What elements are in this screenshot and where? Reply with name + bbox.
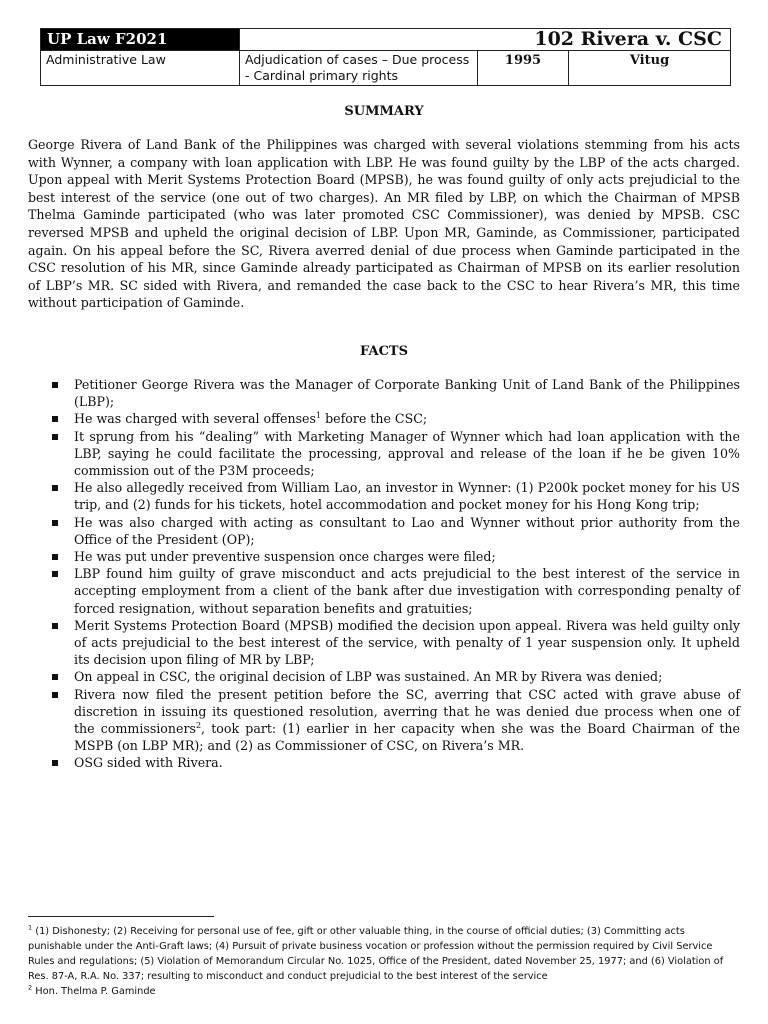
square-bullet-icon xyxy=(52,554,58,560)
square-bullet-icon xyxy=(52,674,58,680)
square-bullet-icon xyxy=(52,692,58,698)
footnotes xyxy=(28,924,740,999)
ponente-cell: Vitug xyxy=(569,51,731,86)
subject-cell: Administrative Law xyxy=(41,51,240,86)
fact-item: OSG sided with Rivera. xyxy=(52,754,740,771)
case-title: 102 Rivera v. CSC xyxy=(240,29,731,51)
fact-item: Merit Systems Protection Board (MPSB) modified the decision upon appeal. Rivera was held guilty only of acts prejudicial to the best interest of the service, with penalty of 1 year suspension only. It upheld its decision upon filing of MR by LBP; xyxy=(52,617,740,669)
course-label: UP Law F2021 xyxy=(41,29,240,51)
year-cell: 1995 xyxy=(478,51,569,86)
fact-item: On appeal in CSC, the original decision of LBP was sustained. An MR by Rivera was denied; xyxy=(52,668,740,685)
facts-list xyxy=(52,376,740,772)
fact-item: It sprung from his “dealing” with Marketing Manager of Wynner which had loan application with the LBP, saying he could facilitate the processing, approval and release of the loan if he be given 10% commission out of the P3M proceeds; xyxy=(52,428,740,480)
fact-item: He was put under preventive suspension once charges were filed; xyxy=(52,548,740,565)
summary-paragraph: George Rivera of Land Bank of the Philippines was charged with several violations stemming from his acts with Wynner, a company with loan application with LBP. He was found guilty by the LBP of the acts charged. Upon appeal with Merit Systems Protection Board (MPSB), he was found guilty of only acts prejudicial to the best interest of the service (one out of two charges). An MR filed by LBP, on which the Chairman of MPSB Thelma Gaminde participated (who was later promoted CSC Commissioner), was denied by MPSB. CSC reversed MPSB and upheld the original decision of LBP. Upon MR, Gaminde, as Commissioner, participated again. On his appeal before the SC, Rivera averred denial of due process when Gaminde participated in the CSC resolution of his MR, since Gaminde already participated as Chairman of MPSB on its earlier resolution of LBP’s MR. SC sided with Rivera, and remanded the case back to the CSC to hear Rivera’s MR, this time without participation of Gaminde. xyxy=(28,137,740,311)
fact-item: He also allegedly received from William Lao, an investor in Wynner: (1) P200k pocket money for his US trip, and (2) funds for his tickets, hotel accommodation and pocket money for his Hong Kong trip; xyxy=(52,479,740,513)
square-bullet-icon xyxy=(52,416,58,422)
square-bullet-icon xyxy=(52,760,58,766)
fact-item: Rivera now filed the present petition before the SC, averring that CSC acted with grave abuse of discretion in issuing its questioned resolution, averring that he was denied due process when one of the commissioners$^2$, took part: (1) earlier in her capacity when she was the Board Chairman of the MSPB (on LBP MR); and (2) as Commissioner of CSC, on Rivera’s MR. xyxy=(52,686,740,755)
summary-heading: SUMMARY xyxy=(344,104,424,119)
topic-cell: Adjudication of cases – Due process - Cardinal primary rights xyxy=(240,51,478,86)
fact-item: He was also charged with acting as consultant to Lao and Wynner without prior authority from the Office of the President (OP); xyxy=(52,514,740,548)
footnote-2: $^2$ Hon. Thelma P. Gaminde xyxy=(28,983,156,997)
fact-item: He was charged with several offenses$^1$ before the CSC; xyxy=(52,410,740,427)
square-bullet-icon xyxy=(52,520,58,526)
footnote-ref-1[interactable]: 1 xyxy=(315,411,322,421)
footnote-1: $^1$ (1) Dishonesty; (2) Receiving for personal use of fee, gift or other valuable thing, in the course of official duties; (3) Committing acts punishable under the Anti-Graft laws; (4) Pursuit of private business vocation or profession without the permission required by Civil Service Rules and regulations; (5) Violation of Memorandum Circular No. 1025, Office of the President, dated November 25, 1977; and (6) Violation of Res. 87-A, R.A. No. 337; resulting to misconduct and conduct prejudicial to the best interest of the service xyxy=(28,923,724,982)
square-bullet-icon xyxy=(52,571,58,577)
facts-heading: FACTS xyxy=(360,344,408,359)
square-bullet-icon xyxy=(52,434,58,440)
case-header-table xyxy=(40,28,731,86)
fact-item: LBP found him guilty of grave misconduct and acts prejudicial to the best interest of the service in accepting employment from a client of the bank after due investigation with corresponding penalty of forced resignation, without separation benefits and gratuities; xyxy=(52,565,740,617)
square-bullet-icon xyxy=(52,485,58,491)
footnote-ref-2[interactable]: 2 xyxy=(195,720,202,730)
footnote-divider xyxy=(28,916,214,917)
fact-item: Petitioner George Rivera was the Manager of Corporate Banking Unit of Land Bank of the Philippines (LBP); xyxy=(52,376,740,410)
square-bullet-icon xyxy=(52,382,58,388)
square-bullet-icon xyxy=(52,623,58,629)
